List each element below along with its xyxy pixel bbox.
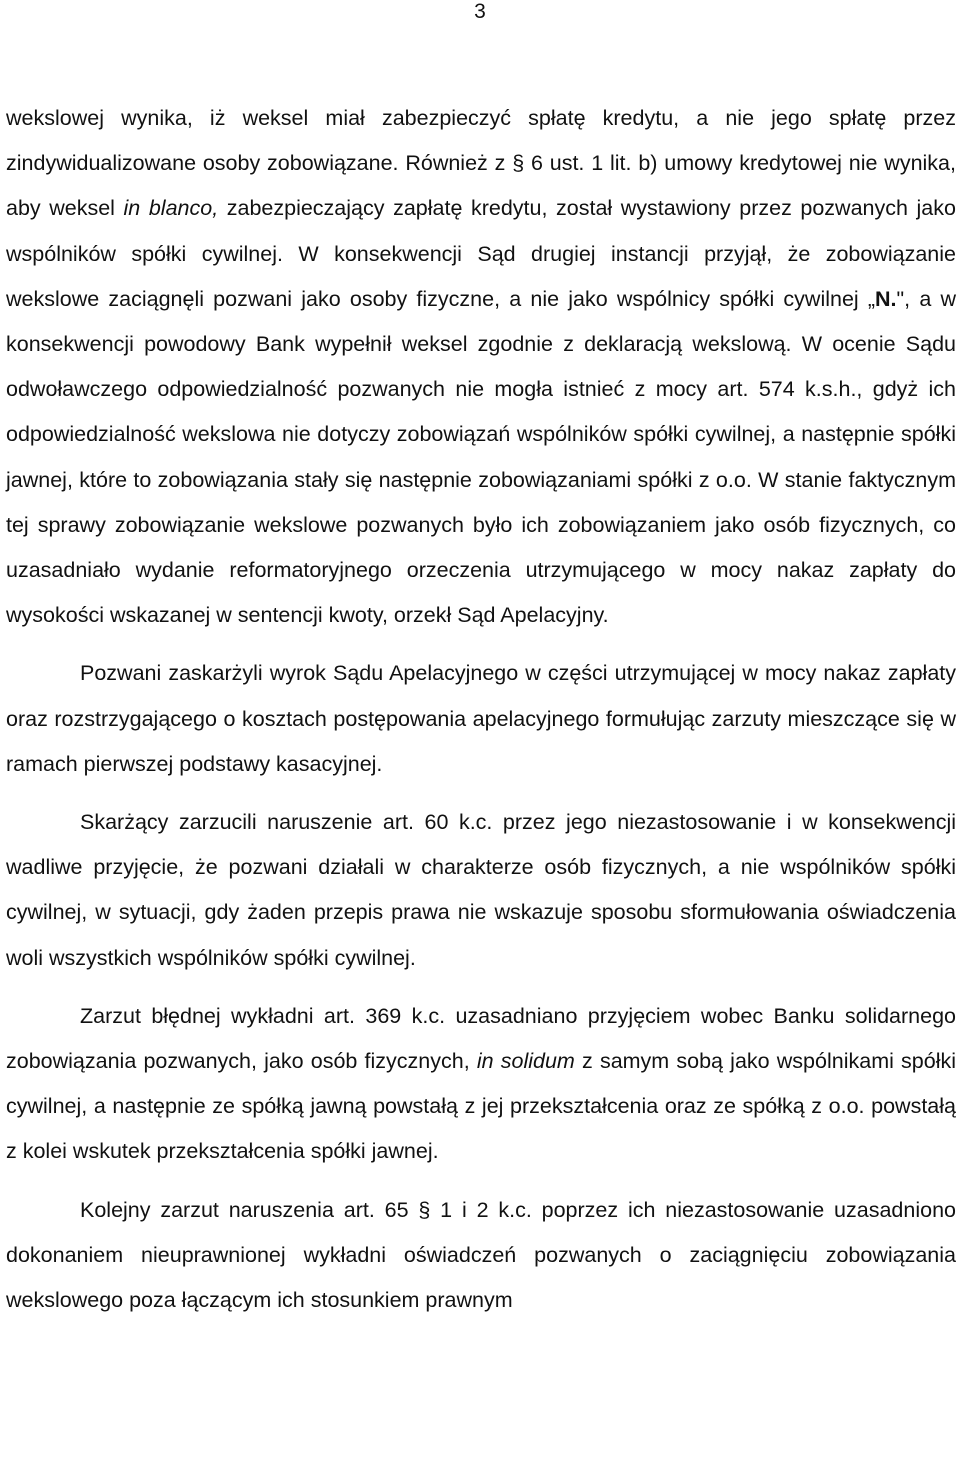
page-number: 3 [474, 0, 486, 23]
text-segment: zabezpieczający zapłatę kredytu, został wystawiony przez pozwanych jako wspólników spółki cywilnej. W konsekwencji Sąd drugiej instancji przyjął, że zobowiązanie wekslowe zaciągnęli pozwani jako osoby fizyczne, a nie jako wspólnicy spółki cywilnej „ [6, 196, 956, 311]
document-body [6, 96, 956, 1323]
paragraph [6, 1188, 956, 1324]
text-segment: ", a w konsekwencji powodowy Bank wypełnił weksel zgodnie z deklaracją wekslową. W ocenie Sądu odwoławczego odpowiedzialność pozwanych nie mogła istnieć z mocy art. 574 k.s.h., gdyż ich odpowiedzialność wekslowa nie dotyczy zobowiązań wspólników spółki cywilnej, a następnie spółki jawnej, które to zobowiązania stały się następnie zobowiązaniami spółki z o.o. W stanie faktycznym tej sprawy zobowiązanie wekslowe pozwanych było ich zobowiązaniem jako osób fizycznych, co uzasadniało wydanie reformatoryjnego orzeczenia utrzymującego w mocy nakaz zapłaty do wysokości wskazanej w sentencji kwoty, orzekł Sąd Apelacyjny. [6, 286, 956, 628]
text-segment: Pozwani zaskarżyli wyrok Sądu Apelacyjnego w części utrzymującej w mocy nakaz zapłaty oraz rozstrzygającego o kosztach postępowania apelacyjnego formułując zarzuty mieszczące się w ramach pierwszej podstawy kasacyjnej. [6, 661, 956, 776]
text-segment: z samym sobą jako wspólnikami spółki cywilnej, a następnie ze spółką jawną powstałą z jej przekształcenia oraz ze spółką z o.o. powstałą z kolei wskutek przekształcenia spółki jawnej. [6, 1049, 957, 1164]
paragraph [6, 800, 956, 981]
text-segment: N. [875, 286, 897, 311]
text-segment: Skarżący zarzucili naruszenie art. 60 k.c. przez jego niezastosowanie i w konsekwencji wadliwe przyjęcie, że pozwani działali w charakterze osób fizycznych, a nie wspólników spółki cywilnej, w sytuacji, gdy żaden przepis prawa nie wskazuje sposobu sformułowania oświadczenia woli wszystkich wspólników spółki cywilnej. [6, 810, 956, 970]
paragraph [6, 994, 956, 1175]
text-segment: Zarzut błędnej wykładni art. 369 k.c. uzasadniano przyjęciem wobec Banku solidarnego zobowiązania pozwanych, jako osób fizycznych, [6, 1003, 956, 1074]
text-segment: in solidum [476, 1049, 575, 1074]
text-segment: Kolejny zarzut naruszenia art. 65 § 1 i 2 k.c. poprzez ich niezastosowanie uzasadniono dokonaniem nieuprawnionej wykładni oświadczeń pozwanych o zaciągnięciu zobowiązania wekslowego poza łączącym ich stosunkiem prawnym [6, 1197, 956, 1313]
paragraph [6, 651, 956, 787]
text-segment: in blanco, [123, 196, 219, 221]
text-segment: wekslowej wynika, iż weksel miał zabezpieczyć spłatę kredytu, a nie jego spłatę przez zindywidualizowane osoby zobowiązane. Również z § 6 ust. 1 lit. b) umowy kredytowej nie wynika, aby weksel [6, 106, 956, 221]
paragraph [6, 96, 956, 638]
